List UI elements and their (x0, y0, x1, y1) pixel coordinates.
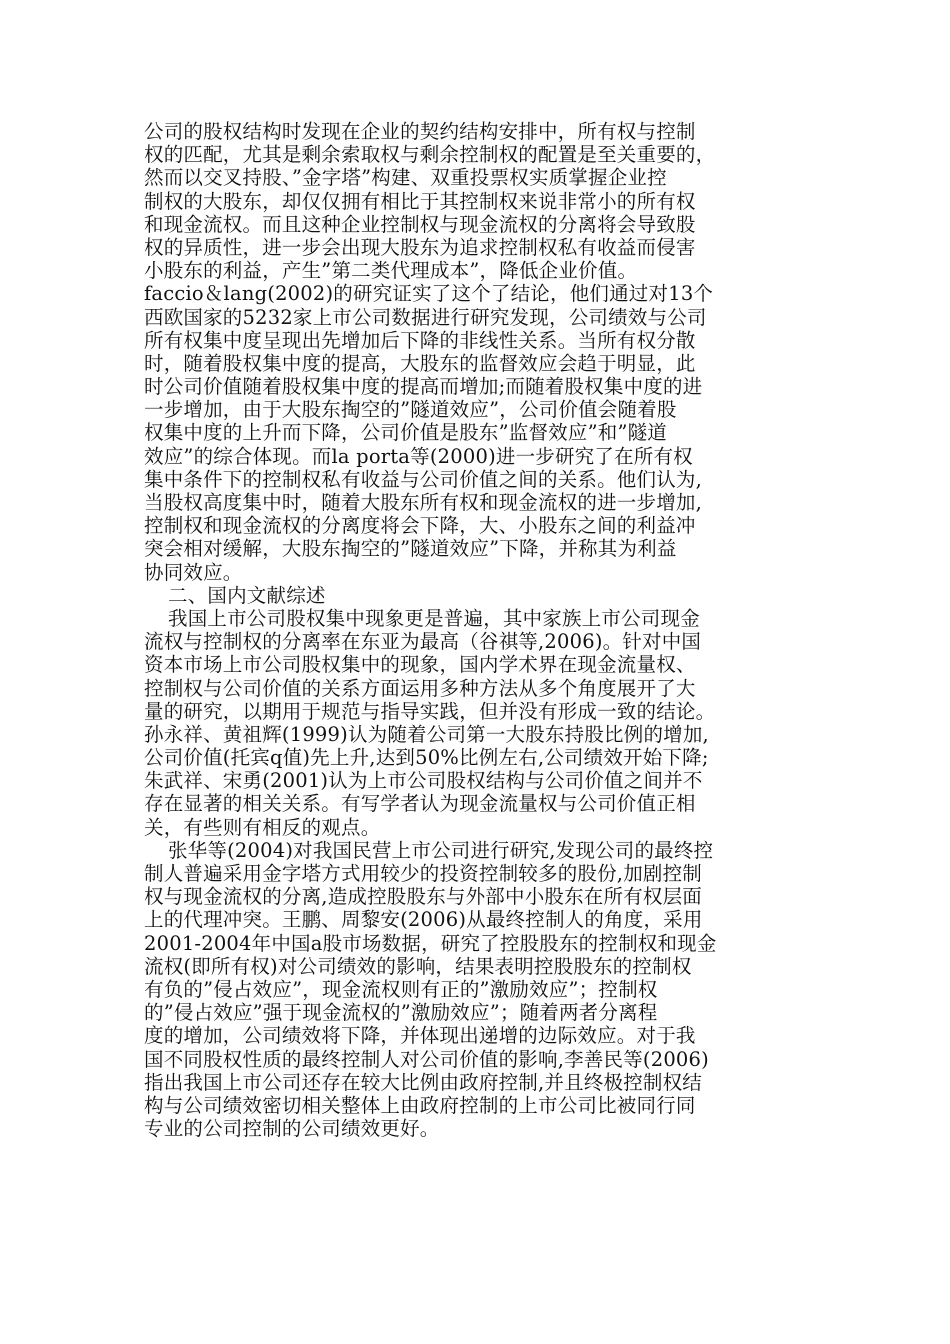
text-line: 公司的股权结构时发现在企业的契约结构安排中，所有权与控制 (144, 120, 696, 143)
text-line: 制权的大股东，却仅仅拥有相比于其控制权来说非常小的所有权 (144, 189, 696, 213)
text-line: 权与现金流权的分离,造成控股股东与外部中小股东在所有权层面 (144, 885, 702, 909)
text-line: 构与公司绩效密切相关整体上由政府控制的上市公司比被同行同 (144, 1093, 696, 1117)
text-line: 关，有些则有相反的观点。 (144, 815, 381, 839)
paragraph-2 (144, 839, 796, 1140)
text-line: 流权(即所有权)对公司绩效的影响，结果表明控股股东的控制权 (144, 954, 692, 978)
text-line: 权集中度的上升而下降，公司价值是股东”监督效应”和”隧道 (144, 421, 668, 445)
text-line: 量的研究，以期用于规范与指导实践，但并没有形成一致的结论。 (144, 699, 716, 723)
text-line: faccio＆lang(2002)的研究证实了这个了结论，他们通过对13个 (144, 282, 714, 306)
text-line: 度的增加，公司绩效将下降，并体现出递增的边际效应。对于我 (144, 1024, 696, 1048)
text-line: 存在显著的相关关系。有写学者认为现金流量权与公司价值正相 (144, 792, 696, 816)
section-heading: 二、国内文献综述 (168, 583, 326, 607)
text-line: 然而以交叉持股、”金字塔”构建、双重投票权实质掌握企业控 (144, 166, 667, 190)
text-line: 控制权和现金流权的分离度将会下降，大、小股东之间的利益冲 (144, 514, 696, 538)
text-line: 制人普遍采用金字塔方式用较少的投资控制较多的股份,加剧控制 (144, 862, 702, 885)
text-line: 西欧国家的5232家上市公司数据进行研究发现，公司绩效与公司 (144, 305, 707, 329)
paragraph-continued (144, 120, 796, 584)
text-line: 效应”的综合体现。而la porta等(2000)进一步研究了在所有权 (144, 444, 693, 468)
text-line: 小股东的利益，产生”第二类代理成本”，降低企业价值。 (144, 259, 638, 283)
text-line: 公司价值(托宾q值)先上升,达到50%比例左右,公司绩效开始下降; (144, 746, 709, 770)
text-line: 时，随着股权集中度的提高，大股东的监督效应会趋于明显，此 (144, 351, 696, 375)
text-line: 专业的公司控制的公司绩效更好。 (144, 1117, 440, 1141)
text-line: 突会相对缓解，大股东掏空的”隧道效应”下降，并称其为利益 (144, 537, 677, 561)
text-line: 协同效应。 (144, 560, 243, 584)
text-line: 所有权集中度呈现出先增加后下降的非线性关系。当所有权分散 (144, 328, 696, 352)
text-line: 权的匹配，尤其是剩余索取权与剩余控制权的配置是至关重要的， (144, 143, 716, 167)
text-line: 流权与控制权的分离率在东亚为最高（谷祺等,2006)。针对中国 (144, 630, 702, 654)
text-line: 上的代理冲突。王鹏、周黎安(2006)从最终控制人的角度，采用 (144, 908, 703, 932)
text-line: 当股权高度集中时，随着大股东所有权和现金流权的进一步增加, (144, 491, 702, 514)
text-line: 指出我国上市公司还存在较大比例由政府控制,并且终极控制权结 (144, 1070, 702, 1094)
text-line: 我国上市公司股权集中现象更是普遍，其中家族上市公司现金 (168, 606, 700, 630)
text-line: 张华等(2004)对我国民营上市公司进行研究,发现公司的最终控 (168, 838, 714, 862)
text-line: 有负的”侵占效应”，现金流权则有正的”激励效应”；控制权 (144, 977, 658, 1001)
text-line: 一步增加，由于大股东掏空的”隧道效应”，公司价值会随着股 (144, 398, 677, 422)
text-line: 国不同股权性质的最终控制人对公司价值的影响,李善民等(2006) (144, 1047, 709, 1071)
text-line: 2001-2004年中国a股市场数据，研究了控股股东的控制权和现金 (144, 931, 717, 955)
text-line: 集中条件下的控制权私有收益与公司价值之间的关系。他们认为, (144, 467, 702, 491)
document-page (144, 120, 796, 1140)
text-line: 孙永祥、黄祖辉(1999)认为随着公司第一大股东持股比例的增加, (144, 722, 709, 746)
text-line: 资本市场上市公司股权集中的现象，国内学术界在现金流量权、 (144, 653, 696, 677)
text-line: 权的异质性，进一步会出现大股东为追求控制权私有收益而侵害 (144, 235, 696, 259)
text-line: 控制权与公司价值的关系方面运用多种方法从多个角度展开了大 (144, 676, 696, 700)
text-line: 时公司价值随着股权集中度的提高而增加;而随着股权集中度的进 (144, 375, 703, 399)
text-line: 的”侵占效应”强于现金流权的”激励效应”；随着两者分离程 (144, 1001, 658, 1025)
text-line: 朱武祥、宋勇(2001)认为上市公司股权结构与公司价值之间并不 (144, 769, 703, 793)
paragraph-1 (144, 607, 796, 839)
text-line: 和现金流权。而且这种企业控制权与现金流权的分离将会导致股 (144, 212, 696, 236)
